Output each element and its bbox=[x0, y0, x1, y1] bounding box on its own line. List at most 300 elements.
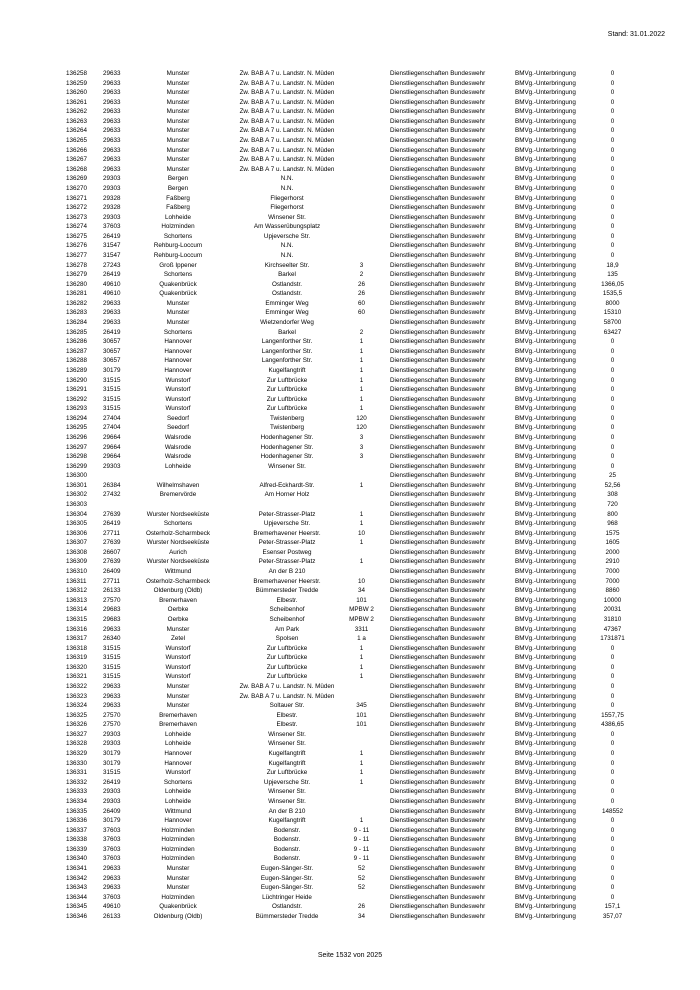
city-cell-wrap bbox=[153, 912, 203, 922]
street-cell: Emminger Weg bbox=[265, 299, 309, 307]
area-cell: 2000 bbox=[605, 548, 620, 556]
category-cell: Dienstliegenschaften Bundeswehr bbox=[390, 481, 486, 489]
city-cell-wrap bbox=[166, 146, 190, 156]
table-row bbox=[66, 797, 666, 807]
table-row bbox=[66, 213, 666, 223]
category-cell: Dienstliegenschaften Bundeswehr bbox=[390, 319, 486, 327]
area-cell: 58700 bbox=[603, 319, 622, 327]
table-row bbox=[66, 241, 666, 251]
street-cell-wrap bbox=[261, 356, 313, 366]
area-cell: 0 bbox=[610, 730, 615, 738]
category-cell: Dienstliegenschaften Bundeswehr bbox=[390, 884, 486, 892]
city-cell-wrap bbox=[166, 117, 190, 127]
category-cell: Dienstliegenschaften Bundeswehr bbox=[390, 759, 486, 767]
id-cell: 136305 bbox=[66, 520, 88, 528]
city-cell-wrap bbox=[165, 672, 191, 682]
id-cell: 136296 bbox=[66, 433, 88, 441]
area-cell: 0 bbox=[610, 156, 615, 164]
table-row bbox=[66, 720, 666, 730]
street-cell: Zur Luftbrücke bbox=[266, 405, 308, 413]
plz-cell: 29633 bbox=[103, 625, 121, 633]
city-cell: Munster bbox=[166, 683, 190, 690]
city-cell-wrap bbox=[167, 615, 189, 625]
city-cell: Holzminden bbox=[161, 836, 195, 844]
usage-cell: BMVg.-Unterbringung bbox=[515, 702, 576, 710]
area-cell: 10000 bbox=[603, 596, 622, 604]
id-cell: 136318 bbox=[66, 644, 88, 652]
street-cell: Spolsen bbox=[275, 635, 299, 643]
house-number-cell: 1 bbox=[359, 817, 364, 825]
area-cell: 0 bbox=[610, 366, 615, 374]
street-cell: Hodenhagener Str. bbox=[260, 433, 314, 441]
plz-cell: 27711 bbox=[103, 529, 121, 537]
street-cell: Wietzendorfer Weg bbox=[260, 319, 314, 327]
street-cell-wrap bbox=[263, 778, 311, 788]
table-row bbox=[66, 452, 666, 462]
city-cell-wrap bbox=[166, 107, 190, 117]
plz-cell: 49610 bbox=[103, 290, 121, 298]
house-number-cell: 1 a bbox=[357, 635, 366, 643]
street-cell: Elbestr. bbox=[276, 711, 298, 719]
usage-cell: BMVg.-Unterbringung bbox=[515, 759, 576, 767]
area-cell: 8000 bbox=[605, 299, 620, 307]
id-cell: 136272 bbox=[66, 204, 88, 212]
category-cell: Dienstliegenschaften Bundeswehr bbox=[390, 165, 486, 173]
table-row bbox=[66, 471, 666, 481]
usage-cell: BMVg.-Unterbringung bbox=[515, 328, 576, 336]
id-cell: 136271 bbox=[66, 194, 88, 202]
category-cell: Dienstliegenschaften Bundeswehr bbox=[390, 644, 486, 652]
id-cell: 136307 bbox=[66, 539, 88, 547]
table-row bbox=[66, 692, 666, 702]
area-cell: 0 bbox=[610, 137, 615, 145]
area-cell: 1575 bbox=[605, 529, 620, 537]
area-cell: 0 bbox=[610, 89, 615, 97]
house-number-cell: 1 bbox=[359, 539, 364, 547]
usage-cell: BMVg.-Unterbringung bbox=[515, 347, 576, 355]
plz-cell: 29303 bbox=[103, 175, 121, 183]
city-cell: Schortens bbox=[163, 778, 193, 786]
street-cell: An der B 210 bbox=[268, 807, 306, 815]
street-cell: Winsener Str. bbox=[268, 740, 306, 748]
plz-cell: 29633 bbox=[103, 89, 121, 97]
street-cell-wrap bbox=[268, 797, 306, 807]
area-cell: 0 bbox=[610, 232, 615, 240]
city-cell: Wunstorf bbox=[165, 769, 191, 777]
category-cell: Dienstliegenschaften Bundeswehr bbox=[390, 414, 486, 422]
usage-cell: BMVg.-Unterbringung bbox=[515, 893, 576, 901]
plz-cell: 31515 bbox=[103, 376, 121, 384]
area-cell: 0 bbox=[610, 683, 615, 690]
category-cell: Dienstliegenschaften Bundeswehr bbox=[390, 117, 486, 125]
usage-cell: BMVg.-Unterbringung bbox=[515, 596, 576, 604]
usage-cell: BMVg.-Unterbringung bbox=[515, 443, 576, 451]
city-cell: Schortens bbox=[163, 328, 193, 336]
usage-cell: BMVg.-Unterbringung bbox=[515, 462, 576, 470]
street-cell: Barkel bbox=[278, 271, 296, 279]
city-cell: Munster bbox=[166, 108, 190, 116]
city-cell: Hannover bbox=[164, 817, 192, 825]
id-cell: 136311 bbox=[66, 577, 87, 585]
area-cell: 31810 bbox=[603, 615, 622, 623]
id-cell: 136337 bbox=[66, 826, 88, 834]
area-cell: 0 bbox=[610, 338, 615, 346]
area-cell: 0 bbox=[610, 778, 615, 786]
table-row bbox=[66, 682, 666, 692]
table-row bbox=[66, 165, 666, 175]
plz-cell: 27570 bbox=[103, 721, 121, 729]
city-cell: Holzminden bbox=[161, 855, 195, 863]
city-cell-wrap bbox=[166, 194, 190, 204]
city-cell: Walsrode bbox=[164, 443, 192, 451]
house-number-cell: 60 bbox=[357, 309, 366, 317]
street-cell-wrap bbox=[265, 308, 309, 318]
table-row bbox=[66, 615, 666, 625]
street-cell-wrap bbox=[258, 538, 316, 548]
usage-cell: BMVg.-Unterbringung bbox=[515, 319, 576, 327]
category-cell: Dienstliegenschaften Bundeswehr bbox=[390, 520, 486, 528]
street-cell: Langenforther Str. bbox=[261, 338, 313, 346]
city-cell-wrap bbox=[166, 136, 190, 146]
table-row bbox=[66, 548, 666, 558]
city-cell-wrap bbox=[153, 241, 203, 251]
table-row bbox=[66, 376, 666, 386]
id-cell: 136333 bbox=[66, 788, 88, 796]
area-cell: 0 bbox=[610, 864, 615, 872]
area-cell: 0 bbox=[610, 242, 615, 250]
street-cell-wrap bbox=[239, 126, 335, 136]
street-cell-wrap bbox=[253, 222, 321, 232]
category-cell: Dienstliegenschaften Bundeswehr bbox=[390, 855, 486, 863]
house-number-cell: 3 bbox=[359, 261, 364, 269]
table-row bbox=[66, 912, 666, 922]
plz-cell: 30179 bbox=[103, 366, 121, 374]
usage-cell: BMVg.-Unterbringung bbox=[515, 165, 576, 173]
city-cell-wrap bbox=[161, 826, 195, 836]
table-row bbox=[66, 672, 666, 682]
plz-cell: 37603 bbox=[103, 855, 121, 863]
category-cell: Dienstliegenschaften Bundeswehr bbox=[390, 501, 486, 509]
street-cell: Emminger Weg bbox=[265, 309, 309, 317]
table-row bbox=[66, 443, 666, 453]
id-cell: 136302 bbox=[66, 491, 88, 499]
category-cell: Dienstliegenschaften Bundeswehr bbox=[390, 625, 486, 633]
city-cell-wrap bbox=[166, 318, 190, 328]
category-cell: Dienstliegenschaften Bundeswehr bbox=[390, 395, 486, 403]
city-cell-wrap bbox=[167, 174, 189, 184]
table-row bbox=[66, 557, 666, 567]
plz-cell: 29303 bbox=[103, 213, 121, 221]
area-cell: 0 bbox=[610, 213, 615, 221]
id-cell: 136332 bbox=[66, 778, 88, 786]
city-cell-wrap bbox=[166, 299, 190, 309]
plz-cell: 31515 bbox=[103, 386, 121, 394]
street-cell-wrap bbox=[239, 107, 335, 117]
table-row bbox=[66, 69, 666, 79]
property-table bbox=[66, 69, 666, 921]
plz-cell: 37603 bbox=[103, 845, 121, 853]
street-cell: Fliegerhorst bbox=[270, 204, 304, 212]
city-cell: Munster bbox=[166, 319, 190, 327]
area-cell: 63427 bbox=[603, 328, 622, 336]
street-cell: Upjeversche Str. bbox=[263, 778, 311, 786]
house-number-cell: 1 bbox=[359, 366, 364, 374]
category-cell: Dienstliegenschaften Bundeswehr bbox=[390, 807, 486, 815]
street-cell: Elbestr. bbox=[276, 596, 298, 604]
area-cell: 0 bbox=[610, 893, 615, 901]
area-cell: 0 bbox=[610, 251, 615, 259]
usage-cell: BMVg.-Unterbringung bbox=[515, 89, 576, 97]
plz-cell: 29633 bbox=[103, 683, 121, 690]
table-row bbox=[66, 625, 666, 635]
id-cell: 136264 bbox=[66, 127, 88, 135]
id-cell: 136328 bbox=[66, 740, 88, 748]
plz-cell: 27639 bbox=[103, 510, 121, 518]
table-row bbox=[66, 529, 666, 539]
category-cell: Dienstliegenschaften Bundeswehr bbox=[390, 70, 486, 77]
street-cell: Bodenstr. bbox=[273, 855, 301, 863]
street-cell-wrap bbox=[266, 385, 308, 395]
city-cell-wrap bbox=[146, 538, 210, 548]
category-cell: Dienstliegenschaften Bundeswehr bbox=[390, 568, 486, 576]
usage-cell: BMVg.-Unterbringung bbox=[515, 615, 576, 623]
street-cell: Am Horner Holz bbox=[264, 491, 310, 499]
category-cell: Dienstliegenschaften Bundeswehr bbox=[390, 788, 486, 796]
usage-cell: BMVg.-Unterbringung bbox=[515, 137, 576, 145]
city-cell: Holzminden bbox=[161, 845, 195, 853]
street-cell-wrap bbox=[270, 194, 304, 204]
table-row bbox=[66, 596, 666, 606]
id-cell: 136308 bbox=[66, 548, 88, 556]
city-cell-wrap bbox=[171, 634, 185, 644]
category-cell: Dienstliegenschaften Bundeswehr bbox=[390, 711, 486, 719]
table-row bbox=[66, 538, 666, 548]
table-row bbox=[66, 232, 666, 242]
category-cell: Dienstliegenschaften Bundeswehr bbox=[390, 137, 486, 145]
street-cell: Peter-Strasser-Platz bbox=[258, 558, 316, 566]
category-cell: Dienstliegenschaften Bundeswehr bbox=[390, 539, 486, 547]
area-cell: 0 bbox=[610, 855, 615, 863]
city-cell-wrap bbox=[159, 902, 197, 912]
plz-cell: 29683 bbox=[103, 606, 121, 614]
street-cell: N.N. bbox=[280, 251, 294, 259]
street-cell-wrap bbox=[268, 730, 306, 740]
table-row bbox=[66, 280, 666, 290]
id-cell: 136283 bbox=[66, 309, 88, 317]
usage-cell: BMVg.-Unterbringung bbox=[515, 290, 576, 298]
table-row bbox=[66, 98, 666, 108]
usage-cell: BMVg.-Unterbringung bbox=[515, 472, 576, 480]
plz-cell: 31515 bbox=[103, 769, 121, 777]
house-number-cell: 26 bbox=[357, 280, 366, 288]
house-number-cell: 3 bbox=[359, 453, 364, 461]
usage-cell: BMVg.-Unterbringung bbox=[515, 874, 576, 882]
usage-cell: BMVg.-Unterbringung bbox=[515, 414, 576, 422]
street-cell: Bodenstr. bbox=[273, 826, 301, 834]
house-number-cell: 52 bbox=[357, 874, 366, 882]
plz-cell: 37603 bbox=[103, 826, 121, 834]
street-cell-wrap bbox=[266, 663, 308, 673]
city-cell-wrap bbox=[164, 433, 192, 443]
area-cell: 0 bbox=[610, 759, 615, 767]
table-row bbox=[66, 136, 666, 146]
plz-cell: 29633 bbox=[103, 70, 121, 77]
city-cell-wrap bbox=[166, 414, 190, 424]
area-cell: 0 bbox=[610, 395, 615, 403]
house-number-cell: 1 bbox=[359, 644, 364, 652]
usage-cell: BMVg.-Unterbringung bbox=[515, 520, 576, 528]
city-cell: Wunstorf bbox=[165, 376, 191, 384]
city-cell: Groß Ippener bbox=[159, 261, 197, 269]
usage-cell: BMVg.-Unterbringung bbox=[515, 386, 576, 394]
city-cell-wrap bbox=[164, 337, 192, 347]
plz-cell: 27432 bbox=[103, 491, 121, 499]
id-cell: 136325 bbox=[66, 711, 88, 719]
city-cell: Munster bbox=[166, 165, 190, 173]
plz-cell: 26419 bbox=[103, 232, 121, 240]
street-cell: Twistenberg bbox=[270, 424, 304, 432]
plz-cell: 29303 bbox=[103, 740, 121, 748]
street-cell: Twistenberg bbox=[270, 414, 304, 422]
table-row bbox=[66, 385, 666, 395]
id-cell: 136321 bbox=[66, 673, 88, 681]
house-number-cell: 1 bbox=[359, 405, 364, 413]
id-cell: 136276 bbox=[66, 242, 88, 250]
street-cell-wrap bbox=[263, 232, 311, 242]
city-cell-wrap bbox=[146, 510, 210, 520]
house-number-cell: 9 - 11 bbox=[353, 836, 370, 844]
plz-cell: 49610 bbox=[103, 280, 121, 288]
street-cell-wrap bbox=[268, 787, 306, 797]
city-cell-wrap bbox=[164, 567, 192, 577]
table-row bbox=[66, 567, 666, 577]
id-cell: 136274 bbox=[66, 223, 88, 231]
plz-cell: 30657 bbox=[103, 347, 121, 355]
plz-cell: 30179 bbox=[103, 759, 121, 767]
area-cell: 0 bbox=[610, 797, 615, 805]
street-cell: Hodenhagener Str. bbox=[260, 443, 314, 451]
table-row bbox=[66, 711, 666, 721]
city-cell-wrap bbox=[156, 481, 200, 491]
area-cell: 0 bbox=[610, 79, 615, 87]
city-cell: Hannover bbox=[164, 750, 192, 758]
area-cell: 0 bbox=[610, 127, 615, 135]
category-cell: Dienstliegenschaften Bundeswehr bbox=[390, 510, 486, 518]
area-cell: 308 bbox=[607, 491, 618, 499]
id-cell: 136278 bbox=[66, 261, 88, 269]
plz-cell: 27639 bbox=[103, 539, 121, 547]
street-cell: Upjeversche Str. bbox=[263, 520, 311, 528]
city-cell-wrap bbox=[164, 366, 192, 376]
category-cell: Dienstliegenschaften Bundeswehr bbox=[390, 251, 486, 259]
city-cell-wrap bbox=[165, 768, 191, 778]
usage-cell: BMVg.-Unterbringung bbox=[515, 117, 576, 125]
city-cell-wrap bbox=[165, 404, 191, 414]
street-cell-wrap bbox=[260, 443, 314, 453]
table-row bbox=[66, 653, 666, 663]
street-cell-wrap bbox=[258, 557, 316, 567]
area-cell: 0 bbox=[610, 433, 615, 441]
city-cell: Munster bbox=[166, 874, 190, 882]
category-cell: Dienstliegenschaften Bundeswehr bbox=[390, 903, 486, 911]
usage-cell: BMVg.-Unterbringung bbox=[515, 271, 576, 279]
city-cell-wrap bbox=[178, 471, 179, 481]
city-cell: Wunstorf bbox=[165, 663, 191, 671]
usage-cell: BMVg.-Unterbringung bbox=[515, 127, 576, 135]
category-cell: Dienstliegenschaften Bundeswehr bbox=[390, 146, 486, 154]
street-cell: Soltauer Str. bbox=[269, 702, 305, 710]
category-cell: Dienstliegenschaften Bundeswehr bbox=[390, 635, 486, 643]
category-cell: Dienstliegenschaften Bundeswehr bbox=[390, 443, 486, 451]
city-cell: Wunstorf bbox=[165, 386, 191, 394]
table-row bbox=[66, 854, 666, 864]
street-cell: Eugen-Sänger-Str. bbox=[260, 874, 314, 882]
category-cell: Dienstliegenschaften Bundeswehr bbox=[390, 845, 486, 853]
table-row bbox=[66, 289, 666, 299]
area-cell: 720 bbox=[607, 501, 618, 509]
street-cell: Winsener Str. bbox=[268, 797, 306, 805]
usage-cell: BMVg.-Unterbringung bbox=[515, 280, 576, 288]
city-cell-wrap bbox=[159, 711, 197, 721]
plz-cell: 29633 bbox=[103, 98, 121, 106]
city-cell-wrap bbox=[165, 653, 191, 663]
street-cell-wrap bbox=[268, 816, 306, 826]
usage-cell: BMVg.-Unterbringung bbox=[515, 309, 576, 317]
street-cell-wrap bbox=[239, 682, 335, 692]
id-cell: 136339 bbox=[66, 845, 88, 853]
house-number-cell: 1 bbox=[359, 769, 364, 777]
table-row bbox=[66, 356, 666, 366]
area-cell: 0 bbox=[610, 663, 615, 671]
area-cell: 0 bbox=[610, 223, 615, 231]
table-row bbox=[66, 107, 666, 117]
street-cell: Zw. BAB A 7 u. Landstr. N. Müden bbox=[239, 146, 335, 154]
street-cell: Hodenhagener Str. bbox=[260, 453, 314, 461]
city-cell-wrap bbox=[165, 797, 191, 807]
city-cell-wrap bbox=[161, 893, 195, 903]
city-cell-wrap bbox=[145, 577, 211, 587]
street-cell-wrap bbox=[263, 519, 311, 529]
city-cell: Wilhelmshaven bbox=[156, 481, 200, 489]
plz-cell: 37603 bbox=[103, 223, 121, 231]
table-row bbox=[66, 203, 666, 213]
area-cell: 357,07 bbox=[602, 912, 623, 920]
id-cell: 136279 bbox=[66, 271, 88, 279]
street-cell-wrap bbox=[239, 165, 335, 175]
city-cell-wrap bbox=[178, 500, 179, 510]
house-number-cell: 60 bbox=[357, 299, 366, 307]
usage-cell: BMVg.-Unterbringung bbox=[515, 769, 576, 777]
city-cell-wrap bbox=[166, 98, 190, 108]
street-cell: Peter-Strasser-Platz bbox=[258, 510, 316, 518]
street-cell: Kugelfangtrift bbox=[268, 817, 306, 825]
plz-cell: 26419 bbox=[103, 328, 121, 336]
area-cell: 0 bbox=[610, 204, 615, 212]
plz-cell: 31515 bbox=[103, 673, 121, 681]
street-cell-wrap bbox=[274, 625, 300, 635]
house-number-cell: 101 bbox=[356, 596, 367, 604]
category-cell: Dienstliegenschaften Bundeswehr bbox=[390, 721, 486, 729]
usage-cell: BMVg.-Unterbringung bbox=[515, 855, 576, 863]
street-cell: Kirchseelter Str. bbox=[264, 261, 310, 269]
usage-cell: BMVg.-Unterbringung bbox=[515, 213, 576, 221]
city-cell-wrap bbox=[167, 184, 189, 194]
usage-cell: BMVg.-Unterbringung bbox=[515, 79, 576, 87]
id-cell: 136262 bbox=[66, 108, 88, 116]
street-cell-wrap bbox=[239, 692, 335, 702]
city-cell: Munster bbox=[166, 70, 190, 77]
city-cell-wrap bbox=[166, 155, 190, 165]
